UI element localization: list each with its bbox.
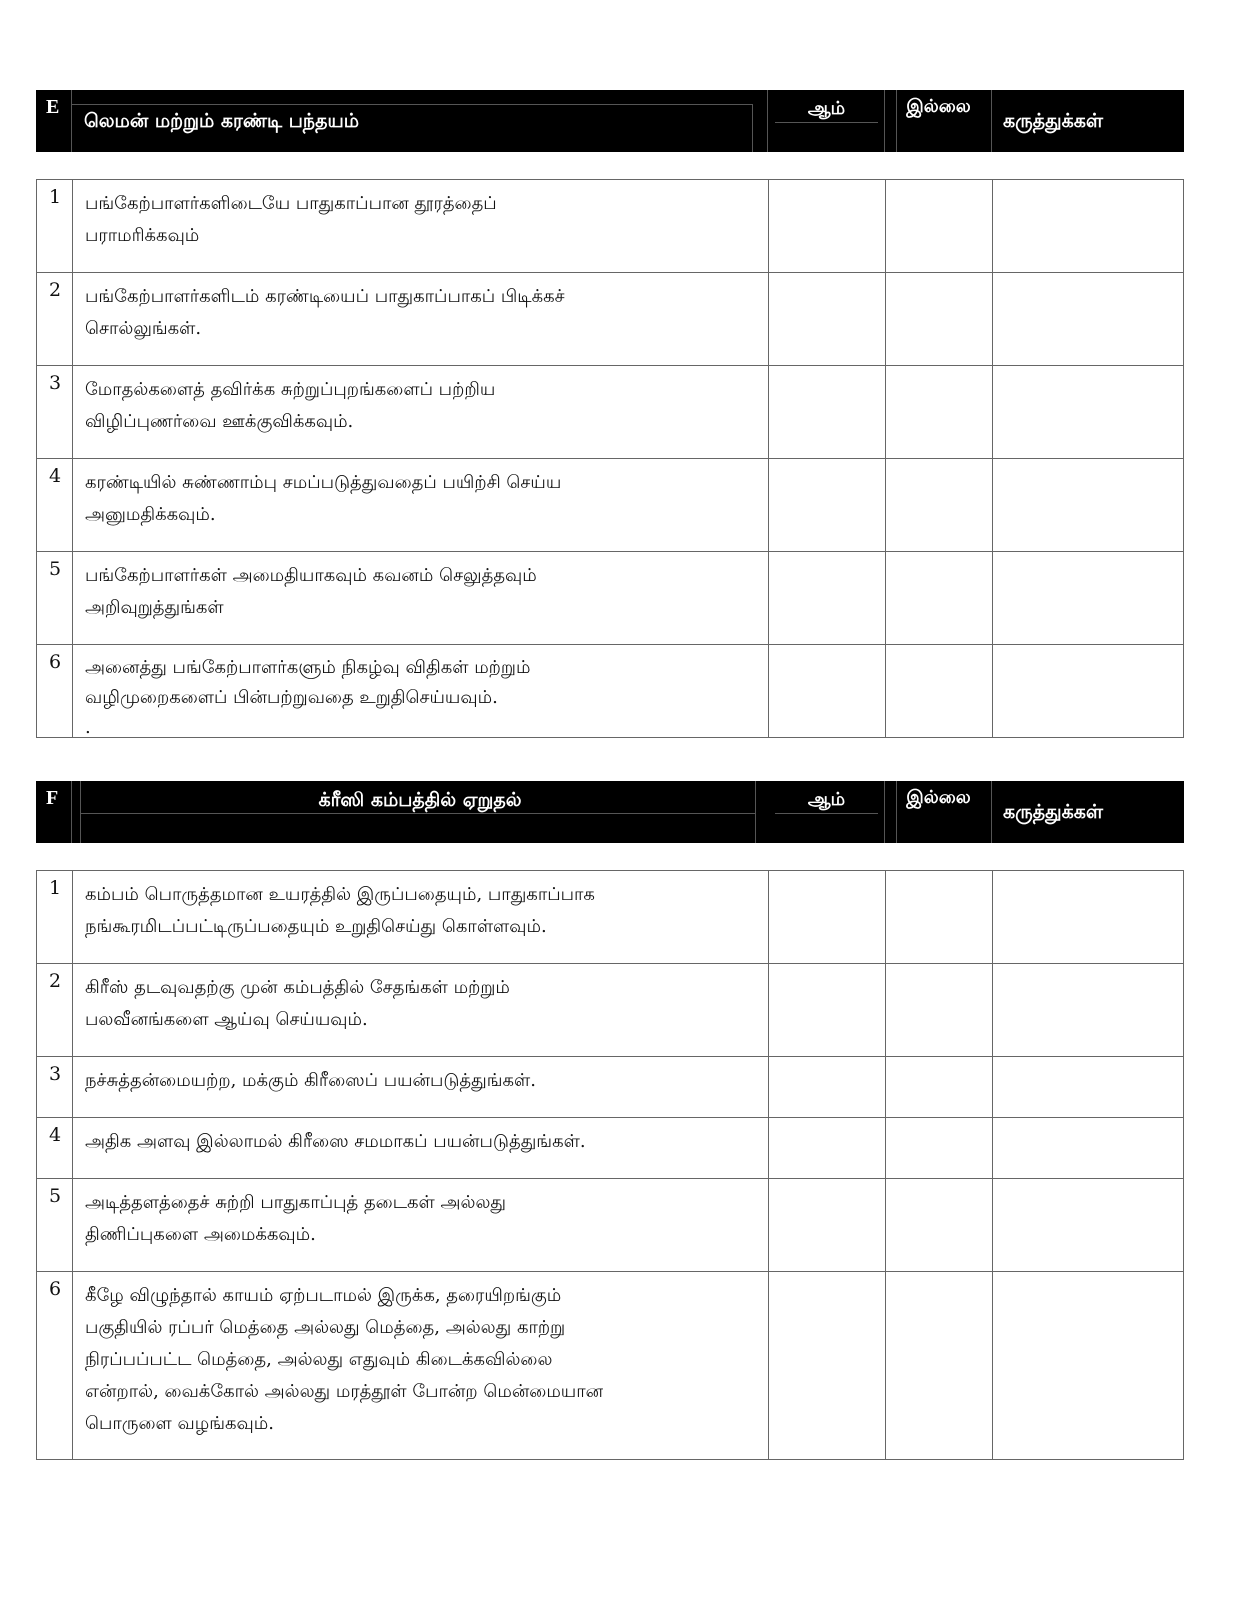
yes-cell[interactable] <box>769 366 886 458</box>
row-number: 3 <box>37 1057 73 1117</box>
no-cell[interactable] <box>886 1179 993 1271</box>
no-column-header: இல்லை <box>886 90 992 152</box>
row-text: பங்கேற்பாளர்களிடம் கரண்டியைப் பாதுகாப்பாகப் பிடிக்கச் சொல்லுங்கள். <box>73 273 769 365</box>
yes-cell[interactable] <box>769 273 886 365</box>
row-text: கீழே விழுந்தால் காயம் ஏற்படாமல் இருக்க, தரையிறங்கும் பகுதியில் ரப்பர் மெத்தை அல்லது மெத்தை, அல்லது காற்று நிரப்பப்பட்ட மெத்தை, அல்லது எதுவும் கிடைக்கவில்லை என்றால், வைக்கோல் அல்லது மரத்தூள் போன்ற மென்மையான பொருளை வழங்கவும். <box>73 1272 769 1459</box>
comments-cell[interactable] <box>993 871 1183 963</box>
row-number: 2 <box>37 273 73 365</box>
yes-cell[interactable] <box>769 552 886 644</box>
table-row <box>36 180 1184 273</box>
row-number: 1 <box>37 180 73 272</box>
row-number: 4 <box>37 1118 73 1178</box>
row-text: மோதல்களைத் தவிர்க்க சுற்றுப்புறங்களைப் பற்றிய விழிப்புணர்வை ஊக்குவிக்கவும். <box>73 366 769 458</box>
comments-cell[interactable] <box>993 366 1183 458</box>
comments-cell[interactable] <box>993 1118 1183 1178</box>
comments-cell[interactable] <box>993 645 1183 737</box>
yes-column-header: ஆம் <box>769 781 885 843</box>
comments-cell[interactable] <box>993 964 1183 1056</box>
no-cell[interactable] <box>886 1118 993 1178</box>
row-text: அதிக அளவு இல்லாமல் கிரீஸை சமமாகப் பயன்படுத்துங்கள். <box>73 1118 769 1178</box>
row-number: 2 <box>37 964 73 1056</box>
row-text: அனைத்து பங்கேற்பாளர்களும் நிகழ்வு விதிகள் மற்றும் வழிமுறைகளைப் பின்பற்றுவதை உறுதிசெய்யவும். . <box>73 645 769 737</box>
section-letter: E <box>36 90 72 152</box>
table-row <box>36 273 1184 366</box>
no-cell[interactable] <box>886 1057 993 1117</box>
no-column-header: இல்லை <box>886 781 992 843</box>
comments-column-header: கருத்துக்கள் <box>1003 110 1104 132</box>
row-number: 4 <box>37 459 73 551</box>
no-cell[interactable] <box>886 552 993 644</box>
no-cell[interactable] <box>886 964 993 1056</box>
row-text: கம்பம் பொருத்தமான உயரத்தில் இருப்பதையும், பாதுகாப்பாக நங்கூரமிடப்பட்டிருப்பதையும் உறுதிசெய்து கொள்ளவும். <box>73 871 769 963</box>
table-row <box>36 1057 1184 1118</box>
yes-cell[interactable] <box>769 645 886 737</box>
table-row <box>36 1118 1184 1179</box>
comments-cell[interactable] <box>993 1179 1183 1271</box>
table-row <box>36 1179 1184 1272</box>
yes-cell[interactable] <box>769 964 886 1056</box>
table-row <box>36 552 1184 645</box>
comments-cell[interactable] <box>993 459 1183 551</box>
row-text: பங்கேற்பாளர்கள் அமைதியாகவும் கவனம் செலுத்தவும் அறிவுறுத்துங்கள் <box>73 552 769 644</box>
section-title: க்ரீஸி கம்பத்தில் ஏறுதல் <box>72 781 768 843</box>
section-f-table <box>36 870 1184 1460</box>
no-cell[interactable] <box>886 366 993 458</box>
table-row <box>36 459 1184 552</box>
row-number: 5 <box>37 552 73 644</box>
no-cell[interactable] <box>886 871 993 963</box>
yes-cell[interactable] <box>769 459 886 551</box>
yes-column-header: ஆம் <box>769 90 885 152</box>
no-cell[interactable] <box>886 273 993 365</box>
comments-cell[interactable] <box>993 1057 1183 1117</box>
row-text: கரண்டியில் சுண்ணாம்பு சமப்படுத்துவதைப் பயிற்சி செய்ய அனுமதிக்கவும். <box>73 459 769 551</box>
comments-cell[interactable] <box>993 180 1183 272</box>
row-text: கிரீஸ் தடவுவதற்கு முன் கம்பத்தில் சேதங்கள் மற்றும் பலவீனங்களை ஆய்வு செய்யவும். <box>73 964 769 1056</box>
comments-cell[interactable] <box>993 273 1183 365</box>
row-number: 6 <box>37 645 73 737</box>
table-row <box>36 645 1184 738</box>
row-number: 5 <box>37 1179 73 1271</box>
row-number: 1 <box>37 871 73 963</box>
table-row <box>36 871 1184 964</box>
comments-column-header: கருத்துக்கள் <box>1003 801 1104 823</box>
no-cell[interactable] <box>886 1272 993 1459</box>
section-letter: F <box>36 781 72 843</box>
yes-cell[interactable] <box>769 180 886 272</box>
yes-cell[interactable] <box>769 1179 886 1271</box>
no-cell[interactable] <box>886 645 993 737</box>
row-number: 6 <box>37 1272 73 1459</box>
yes-cell[interactable] <box>769 1272 886 1459</box>
row-text: பங்கேற்பாளர்களிடையே பாதுகாப்பான தூரத்தைப் பராமரிக்கவும் <box>73 180 769 272</box>
no-cell[interactable] <box>886 459 993 551</box>
yes-cell[interactable] <box>769 1057 886 1117</box>
no-cell[interactable] <box>886 180 993 272</box>
yes-cell[interactable] <box>769 871 886 963</box>
section-f-header <box>36 781 1184 843</box>
table-row <box>36 964 1184 1057</box>
section-e-header <box>36 90 1184 152</box>
row-text: நச்சுத்தன்மையற்ற, மக்கும் கிரீஸைப் பயன்படுத்துங்கள். <box>73 1057 769 1117</box>
yes-cell[interactable] <box>769 1118 886 1178</box>
section-title: லெமன் மற்றும் கரண்டி பந்தயம் <box>72 90 768 152</box>
row-text: அடித்தளத்தைச் சுற்றி பாதுகாப்புத் தடைகள் அல்லது திணிப்புகளை அமைக்கவும். <box>73 1179 769 1271</box>
table-row <box>36 1272 1184 1460</box>
row-number: 3 <box>37 366 73 458</box>
comments-cell[interactable] <box>993 552 1183 644</box>
table-row <box>36 366 1184 459</box>
section-e-table <box>36 179 1184 738</box>
comments-cell[interactable] <box>993 1272 1183 1459</box>
